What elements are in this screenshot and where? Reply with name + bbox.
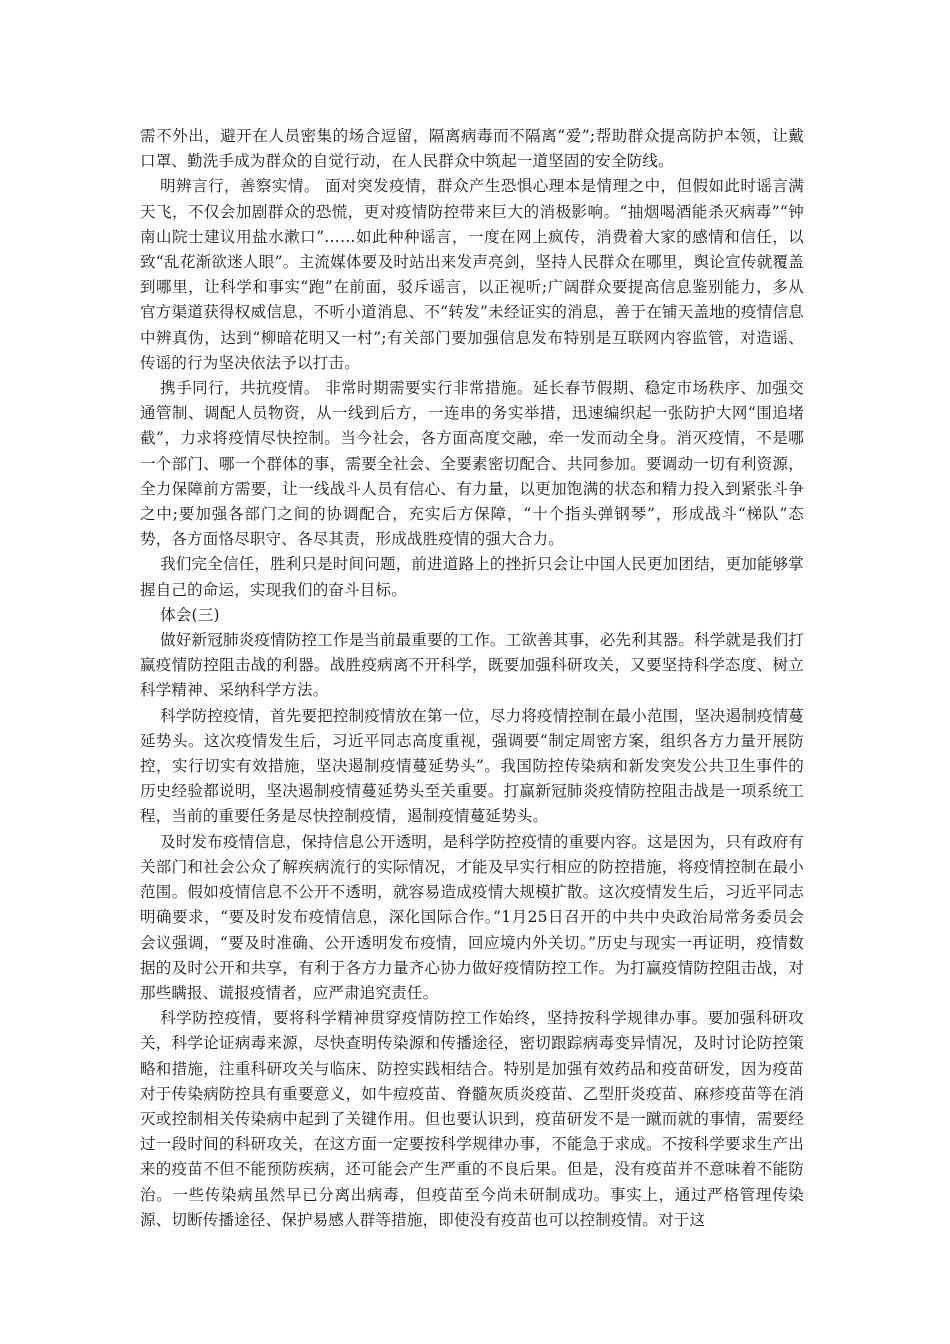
paragraph-discern-rumors: 明辨言行，善察实情。 面对突发疫情，群众产生恐惧心理本是情理之中，但假如此时谣言满天飞，不仅会加剧群众的恐慌，更对疫情防控带来巨大的消极影响。“抽烟喝酒能杀灭病毒”“钟南山院士建议用盐水漱口”……如此种种谣言，一度在网上疯传，消费着大家的感情和信任，以致“乱花渐欲迷人眼”。主流媒体要及时站出来发声亮剑，坚持人民群众在哪里，舆论宣传就覆盖到哪里，让科学和事实“跑”在前面，驳斥谣言，以正视听;广阔群众要提高信息鉴别能力，多从官方渠道获得权威信息，不听小道消息、不“转发”未经证实的消息，善于在铺天盖地的疫情信息中辨真伪，达到“柳暗花明又一村”;有关部门要加强信息发布特别是互联网内容监管，对造谣、传谣的行为坚决依法予以打击。 — [140, 177, 804, 372]
document-body — [140, 124, 804, 1233]
paragraph-victory: 我们完全信任，胜利只是时间问题，前进道路上的挫折只会让中国人民更加团结，更加能够掌握自己的命运，实现我们的奋斗目标。 — [140, 555, 804, 599]
paragraph-continued: 需不外出，避开在人员密集的场合逗留，隔离病毒而不隔离“爱”;帮助群众提高防护本领，让戴口罩、勤洗手成为群众的自觉行动，在人民群众中筑起一道坚固的安全防线。 — [140, 127, 804, 171]
paragraph-scientific-spirit: 科学防控疫情，要将科学精神贯穿疫情防控工作始终，坚持按科学规律办事。要加强科研攻关，科学论证病毒来源，尽快查明传染源和传播途径，密切跟踪病毒变异情况，及时讨论防控策略和措施，注重科研攻关与临床、防控实践相结合。特别是加强有效药品和疫苗研发，因为疫苗对于传染病防控具有重要意义，如牛痘疫苗、脊髓灰质炎疫苗、乙型肝炎疫苗、麻疹疫苗等在消灭或控制相关传染病中起到了关键作用。但也要认识到，疫苗研发不是一蹴而就的事情，需要经过一段时间的科研攻关，在这方面一定要按科学规律办事，不能急于求成。不按科学要求生产出来的疫苗不但不能预防疾病，还可能会产生严重的不良后果。但是，没有疫苗并不意味着不能防治。一些传染病虽然早已分离出病毒，但疫苗至今尚未研制成功。事实上，通过严格管理传染源、切断传播途径、保护易感人群等措施，即使没有疫苗也可以控制疫情。对于这 — [140, 1009, 804, 1229]
paragraph-science-weapon: 做好新冠肺炎疫情防控工作是当前最重要的工作。工欲善其事，必先利其器。科学就是我们打赢疫情防控阻击战的利器。战胜疫病离不开科学，既要加强科研攻关，又要坚持科学态度、树立科学精神、采纳科学方法。 — [140, 631, 804, 700]
paragraph-control-first: 科学防控疫情，首先要把控制疫情放在第一位，尽力将疫情控制在最小范围，坚决遏制疫情蔓延势头。这次疫情发生后，习近平同志高度重视，强调要“制定周密方案，组织各方力量开展防控，实行切实有效措施，坚决遏制疫情蔓延势头”。我国防控传染病和新发突发公共卫生事件的历史经验都说明，坚决遏制疫情蔓延势头至关重要。打赢新冠肺炎疫情防控阻击战是一项系统工程，当前的重要任务是尽快控制疫情，遏制疫情蔓延势头。 — [140, 706, 804, 826]
paragraph-information-transparency: 及时发布疫情信息，保持信息公开透明，是科学防控疫情的重要内容。这是因为，只有政府有关部门和社会公众了解疾病流行的实际情况，才能及早实行相应的防控措施，将疫情控制在最小范围。假如疫情信息不公开不透明，就容易造成疫情大规模扩散。这次疫情发生后，习近平同志明确要求，“要及时发布疫情信息，深化国际合作。”1月25日召开的中共中央政治局常务委员会会议强调，“要及时准确、公开透明发布疫情，回应境内外关切。”历史与现实一再证明，疫情数据的及时公开和共享，有利于各方力量齐心协力做好疫情防控工作。为打赢疫情防控阻击战，对那些瞒报、谎报疫情者，应严肃追究责任。 — [140, 832, 804, 1002]
paragraph-fight-together: 携手同行，共抗疫情。 非常时期需要实行非常措施。延长春节假期、稳定市场秩序、加强交通管制、调配人员物资，从一线到后方，一连串的务实举措，迅速编织起一张防护大网“围追堵截”，力求将疫情尽快控制。当今社会，各方面高度交融，牵一发而动全身。消灭疫情，不是哪一个部门、哪一个群体的事，需要全社会、全要素密切配合、共同参加。要调动一切有利资源，全力保障前方需要，让一线战斗人员有信心、有力量，以更加饱满的状态和精力投入到紧张斗争之中;要加强各部门之间的协调配合，充实后方保障，“十个指头弹钢琴”，形成战斗“梯队”态势，各方面恪尽职守、各尽其责，形成战胜疫情的强大合力。 — [140, 379, 804, 549]
section-heading: 体会(三) — [160, 605, 220, 624]
